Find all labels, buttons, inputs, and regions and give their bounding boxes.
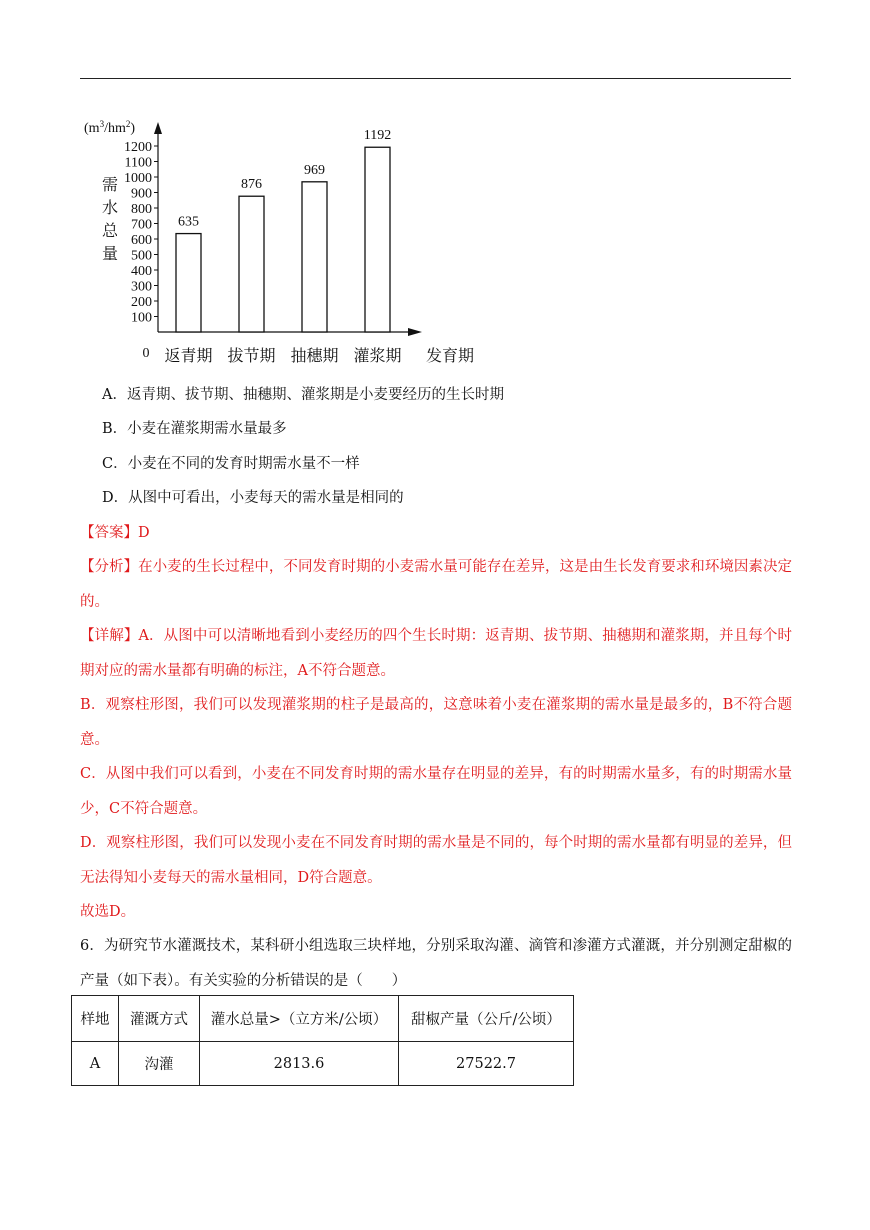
detail-c: C．从图中我们可以看到，小麦在不同发育时期的需水量存在明显的差异，有的时期需水量多，有的时期需水量少，C不符合题意。 [80,766,792,817]
table-header-cell: 样地 [72,996,119,1042]
y-tick-label: 200 [131,295,152,310]
y-tick-label: 100 [131,310,152,326]
option-d: D．从图中可看出，小麦每天的需水量是相同的 [102,490,404,506]
detail-d: D．观察柱形图，我们可以发现小麦在不同发育时期的需水量是不同的，每个时期的需水量都有明显的差异，但无法得知小麦每天的需水量相同，D符合题意。 [80,835,792,886]
bar-value-label: 635 [178,214,199,230]
y-tick-label: 900 [131,186,152,202]
bar-value-label: 876 [241,177,262,193]
bar-value-label: 1192 [363,128,392,144]
y-tick-label: 400 [131,264,152,279]
table-cell: 沟灌 [119,1042,200,1086]
table-header-cell: 灌水总量>（立方米/公顷） [200,996,399,1042]
table-cell: A [72,1042,119,1086]
answer-value: D [138,525,150,541]
y-tick-label: 1100 [124,155,152,171]
y-tick-label: 500 [131,248,152,264]
irrigation-table [71,995,574,1086]
answer-line: 【答案】D [80,525,150,541]
y-tick-label: 0 [142,346,150,361]
x-axis-title: 发育期 [426,348,475,365]
x-axis-arrow [408,328,422,336]
y-tick-label: 600 [131,233,152,248]
option-b: B．小麦在灌浆期需水量最多 [102,421,287,437]
category-label: 返青期 [164,348,213,365]
analysis-paragraph: 【分析】在小麦的生长过程中，不同发育时期的小麦需水量可能存在差异，这是由生长发育要求和环境因素决定的。 [80,559,792,610]
y-tick-label: 800 [131,202,152,217]
y-tick-label: 700 [131,217,152,233]
bar-value-label: 969 [304,162,325,178]
option-a: A．返青期、拔节期、抽穗期、灌浆期是小麦要经历的生长时期 [102,387,504,403]
bar [302,182,327,332]
table-header-cell: 甜椒产量（公斤/公顷） [399,996,574,1042]
bars [176,147,390,332]
bar [365,147,390,332]
y-tick-label: 300 [131,279,152,295]
detail-a: 【详解】A．从图中可以清晰地看到小麦经历的四个生长时期：返青期、拔节期、抽穗期和灌浆期，并且每个时期对应的需水量都有明确的标注，A不符合题意。 [80,628,793,679]
option-c: C．小麦在不同的发育时期需水量不一样 [102,456,360,472]
table-cell: 27522.7 [399,1042,574,1086]
category-label: 拔节期 [227,348,276,365]
header-rule [80,78,791,79]
y-tick-label: 1200 [124,140,152,155]
data-labels [178,128,391,229]
bar [239,196,264,332]
question-6: 6．为研究节水灌溉技术，某科研小组选取三块样地，分别采取沟灌、滴管和渗灌方式灌溉，并分别测定甜椒的产量（如下表）。有关实验的分析错误的是（ ） [80,938,792,989]
table-header-row [72,996,574,1042]
y-axis-title: 需水总量 [102,177,119,263]
unit-label: $(m^3/hm^2)$ [84,119,136,136]
category-labels [164,346,401,365]
table-header-cell: 灌溉方式 [119,996,200,1042]
category-label: 灌浆期 [353,348,402,365]
water-demand-bar-chart [70,110,490,375]
table-cell: 2813.6 [200,1042,399,1086]
table-row [72,1042,574,1086]
detail-b: B．观察柱形图，我们可以发现灌浆期的柱子是最高的，这意味着小麦在灌浆期的需水量是最多的，B不符合题意。 [80,697,792,748]
category-label: 抽穗期 [290,348,339,365]
y-axis-arrow [154,122,162,134]
detail-conclusion: 故选D。 [80,904,136,920]
bar [176,234,201,332]
y-tick-label: 1000 [124,171,152,186]
